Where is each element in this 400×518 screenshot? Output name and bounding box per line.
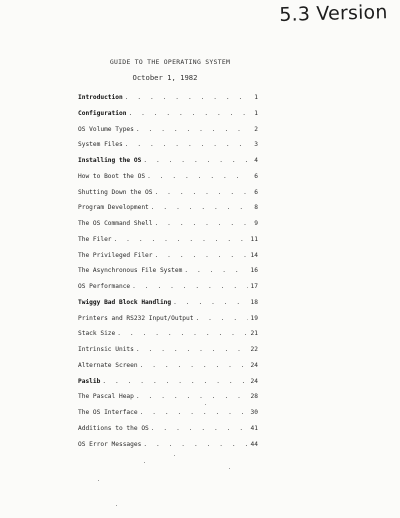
- toc-dot-leader: [155, 252, 248, 259]
- toc-entry-title: The Filer: [78, 235, 112, 243]
- toc-entry: [78, 283, 258, 299]
- scan-speck: [205, 404, 206, 405]
- toc-entry-page-number: 18: [250, 298, 258, 306]
- toc-entry: [78, 362, 258, 378]
- toc-dot-leader: [155, 220, 248, 227]
- toc-entry-page-number: 21: [250, 330, 258, 338]
- toc-entry-title: Program Development: [78, 204, 149, 212]
- scan-speck: [229, 468, 230, 469]
- toc-entry: [78, 204, 258, 220]
- toc-entry: [78, 330, 258, 346]
- toc-entry: [78, 252, 258, 268]
- toc-entry-title: Configuration: [78, 109, 127, 117]
- toc-entry-page-number: 41: [250, 424, 258, 432]
- toc-entry-page-number: 1: [254, 94, 258, 101]
- toc-entry: [78, 441, 258, 457]
- toc-entry-title: OS Error Messages: [78, 440, 142, 448]
- toc-entry-page-number: 2: [254, 125, 258, 133]
- toc-dot-leader: [155, 189, 248, 196]
- toc-entry-page-number: 28: [250, 393, 258, 401]
- toc-entry-page-number: 16: [250, 267, 258, 275]
- toc-entry-title: The Asynchronous File System: [78, 267, 183, 275]
- toc-entry-title: Shutting Down the OS: [78, 188, 153, 196]
- toc-dot-leader: [173, 299, 248, 306]
- toc-entry: [78, 315, 258, 331]
- toc-entry: [78, 220, 258, 236]
- scan-speck: [116, 505, 117, 506]
- toc-entry: [78, 267, 258, 283]
- toc-dot-leader: [143, 441, 248, 448]
- toc-entry: [78, 141, 258, 157]
- toc-entry-page-number: 6: [254, 172, 258, 180]
- toc-entry-page-number: 19: [250, 314, 258, 322]
- toc-entry-page-number: 1: [254, 109, 258, 117]
- toc-entry-page-number: 24: [250, 377, 258, 385]
- toc-entry-page-number: 30: [250, 409, 258, 416]
- toc-entry: [78, 378, 258, 394]
- toc-entry-page-number: 14: [250, 251, 258, 259]
- toc-entry: [78, 94, 258, 110]
- toc-entry-title: Twiggy Bad Block Handling: [78, 298, 172, 306]
- toc-dot-leader: [151, 204, 248, 211]
- toc-entry-page-number: 6: [254, 188, 258, 196]
- toc-entry: [78, 157, 258, 173]
- toc-entry-page-number: 3: [254, 141, 258, 149]
- toc-entry-page-number: 44: [250, 440, 258, 448]
- toc-entry: [78, 425, 258, 441]
- toc-dot-leader: [151, 425, 248, 432]
- toc-entry-title: Printers and RS232 Input/Output: [78, 314, 194, 322]
- scan-speck: [98, 480, 99, 481]
- toc-entry-page-number: 24: [250, 361, 258, 369]
- toc-dot-leader: [184, 267, 248, 274]
- toc-dot-leader: [128, 110, 248, 117]
- toc-entry-title: OS Performance: [78, 283, 131, 290]
- toc-dot-leader: [136, 393, 248, 400]
- toc-entry-title: OS Volume Types: [78, 125, 134, 133]
- toc-entry-page-number: 4: [254, 157, 258, 164]
- toc-dot-leader: [143, 157, 248, 164]
- toc-entry: [78, 409, 258, 425]
- scan-speck: [174, 455, 175, 456]
- toc-entry-title: Additions to the OS: [78, 424, 149, 432]
- toc-entry-title: Stack Size: [78, 330, 116, 338]
- toc-entry-page-number: 22: [250, 346, 258, 353]
- toc-entry: [78, 346, 258, 362]
- toc-dot-leader: [140, 409, 248, 416]
- toc-entry-title: The OS Command Shell: [78, 220, 153, 227]
- handwritten-version-note: 5.3 Version: [279, 1, 388, 26]
- toc-entry-page-number: 17: [250, 283, 258, 290]
- toc-entry-title: Alternate Screen: [78, 361, 138, 369]
- toc-dot-leader: [140, 362, 248, 369]
- toc-dot-leader: [136, 126, 248, 133]
- toc-dot-leader: [147, 173, 248, 180]
- toc-entry: [78, 393, 258, 409]
- toc-dot-leader: [117, 330, 248, 337]
- toc-entry: [78, 236, 258, 252]
- toc-entry: [78, 189, 258, 205]
- toc-dot-leader: [125, 94, 248, 101]
- toc-entry-title: How to Boot the OS: [78, 172, 146, 180]
- toc-entry-title: Paslib: [78, 377, 101, 385]
- toc-entry-title: Intrinsic Units: [78, 346, 134, 353]
- toc-entry-title: The Privileged Filer: [78, 251, 153, 259]
- toc-dot-leader: [102, 378, 248, 385]
- document-date: October 1, 1982: [132, 73, 198, 82]
- toc-entry: [78, 173, 258, 189]
- toc-entry-title: Introduction: [78, 94, 123, 101]
- toc-entry: [78, 110, 258, 126]
- toc-entry-page-number: 9: [254, 220, 258, 227]
- toc-entry-title: The Pascal Heap: [78, 393, 134, 401]
- toc-entry: [78, 126, 258, 142]
- toc-entry: [78, 299, 258, 315]
- toc-dot-leader: [136, 346, 248, 353]
- toc-dot-leader: [125, 141, 248, 148]
- toc-entry-page-number: 11: [250, 235, 258, 243]
- table-of-contents: [78, 94, 258, 456]
- toc-dot-leader: [132, 283, 248, 290]
- toc-entry-title: The OS Interface: [78, 409, 138, 416]
- toc-dot-leader: [114, 236, 248, 243]
- toc-entry-title: Installing the OS: [78, 157, 142, 164]
- toc-entry-page-number: 8: [254, 204, 258, 212]
- toc-dot-leader: [195, 315, 248, 322]
- scan-speck: [144, 462, 145, 463]
- toc-entry-title: System Files: [78, 141, 123, 149]
- document-title: GUIDE TO THE OPERATING SYSTEM: [109, 58, 231, 66]
